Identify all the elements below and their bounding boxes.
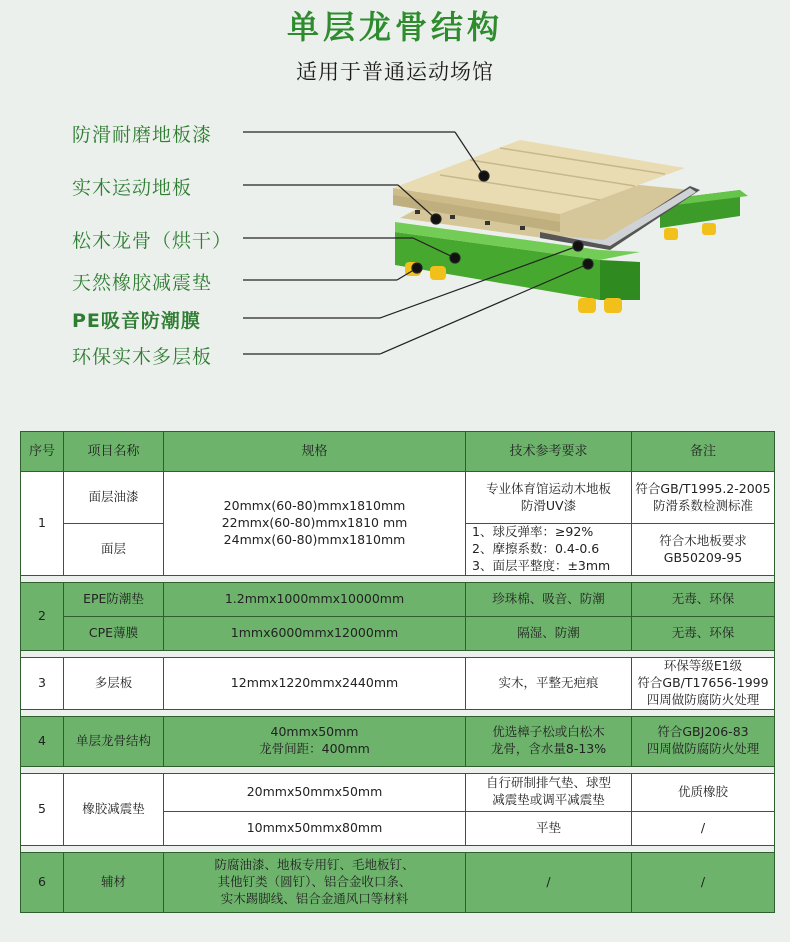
spec-line: 22mmx(60-80)mmx1810 mm — [221, 515, 408, 531]
note-line: 四周做防腐防火处理 — [646, 741, 760, 757]
note-cell: 无毒、环保 — [632, 617, 775, 651]
requirement-line: 龙骨，含水量8-13% — [490, 741, 607, 757]
row-no: 3 — [21, 658, 64, 710]
requirement-line: 2、摩擦系数：0.4-0.6 — [472, 541, 600, 557]
item-name: 面层 — [64, 524, 164, 576]
note-line: 防滑系数检测标准 — [652, 497, 753, 513]
table-row — [21, 617, 775, 651]
note-line: 符合GB/T17656-1999 — [637, 674, 769, 690]
row-no: 5 — [21, 773, 64, 845]
page-title: 单层龙骨结构 — [286, 8, 503, 46]
table-row — [21, 852, 775, 912]
spec-line: 防腐油漆、地板专用钉、毛地板钉、 — [214, 856, 415, 872]
spec-cell — [164, 852, 466, 912]
requirement-cell: 珍珠棉、吸音、防潮 — [466, 583, 632, 617]
col-header-no: 序号 — [21, 432, 64, 472]
requirement-line: 优选樟子松或白松木 — [492, 724, 605, 740]
table-row — [21, 716, 775, 766]
spec-cell — [164, 716, 466, 766]
note-line: GB50209-95 — [663, 549, 743, 565]
note-cell: / — [632, 852, 775, 912]
spec-line: 20mmx(60-80)mmx1810mm — [223, 498, 406, 514]
table-row — [21, 583, 775, 617]
row-no: 4 — [21, 716, 64, 766]
requirement-line: 减震垫或调平减震垫 — [492, 792, 605, 808]
note-line: 环保等级E1级 — [663, 658, 743, 673]
layer-label-solid-wood-floor: 实木运动地板 — [72, 177, 193, 199]
requirement-cell — [466, 472, 632, 524]
spec-line: 龙骨间距：400mm — [259, 741, 370, 757]
item-name: 辅材 — [64, 852, 164, 912]
note-cell — [632, 658, 775, 710]
col-header-note: 备注 — [632, 432, 775, 472]
rubber-pad — [604, 298, 622, 313]
requirement-line: 防滑UV漆 — [520, 497, 577, 513]
note-cell: / — [632, 811, 775, 845]
note-cell — [632, 524, 775, 576]
note-cell: 优质橡胶 — [632, 773, 775, 811]
table-row — [21, 773, 775, 811]
spec-cell: 1.2mmx1000mmx10000mm — [164, 583, 466, 617]
requirement-line: 3、面层平整度：±3mm — [472, 557, 611, 573]
requirement-cell: 隔湿、防潮 — [466, 617, 632, 651]
table-header-row — [21, 432, 775, 472]
spec-line: 24mmx(60-80)mmx1810mm — [223, 531, 406, 547]
requirement-cell: / — [466, 852, 632, 912]
rubber-pad — [578, 298, 596, 313]
item-name: EPE防潮垫 — [64, 583, 164, 617]
requirement-cell — [466, 716, 632, 766]
item-name: CPE薄膜 — [64, 617, 164, 651]
row-no: 2 — [21, 583, 64, 651]
note-cell — [632, 472, 775, 524]
layer-label-rubber-pad: 天然橡胶减震垫 — [72, 272, 213, 294]
note-cell — [632, 716, 775, 766]
table-row — [21, 472, 775, 524]
spec-cell: 10mmx50mmx80mm — [164, 811, 466, 845]
requirement-cell: 平垫 — [466, 811, 632, 845]
col-header-spec: 规格 — [164, 432, 466, 472]
requirement-line: 自行研制排气垫、球型 — [485, 775, 611, 791]
requirement-cell — [466, 773, 632, 811]
layer-label-pine-joist: 松木龙骨（烘干） — [72, 230, 233, 252]
item-name: 橡胶减震垫 — [64, 773, 164, 845]
requirement-cell — [466, 524, 632, 576]
row-no: 1 — [21, 472, 64, 576]
page-subtitle: 适用于普通运动场馆 — [296, 60, 494, 84]
item-name: 单层龙骨结构 — [64, 716, 164, 766]
requirement-line: 专业体育馆运动木地板 — [485, 480, 611, 496]
note-line: 符合木地板要求 — [659, 532, 747, 548]
col-header-item: 项目名称 — [64, 432, 164, 472]
item-name: 面层油漆 — [64, 472, 164, 524]
layer-label-finish-paint: 防滑耐磨地板漆 — [72, 124, 213, 146]
spec-line: 40mmx50mm — [270, 724, 359, 740]
item-name: 多层板 — [64, 658, 164, 710]
requirement-line: 1、球反弹率：≥92% — [472, 524, 594, 540]
spec-cell — [164, 472, 466, 576]
spec-cell: 20mmx50mmx50mm — [164, 773, 466, 811]
rubber-pad — [430, 266, 446, 280]
note-line: 四周做防腐防火处理 — [646, 691, 760, 707]
spec-cell: 1mmx6000mmx12000mm — [164, 617, 466, 651]
spec-cell: 12mmx1220mmx2440mm — [164, 658, 466, 710]
layer-label-plywood: 环保实木多层板 — [72, 346, 213, 368]
row-no: 6 — [21, 852, 64, 912]
note-line: 符合GBJ206-83 — [657, 724, 749, 740]
requirement-cell: 实木，平整无疤痕 — [466, 658, 632, 710]
spec-table — [20, 431, 775, 913]
floor-structure-diagram — [0, 100, 790, 400]
note-line: 符合GB/T1995.2-2005 — [635, 480, 771, 496]
col-header-requirement: 技术参考要求 — [466, 432, 632, 472]
table-row — [21, 658, 775, 710]
layer-label-pe-membrane: PE吸音防潮膜 — [72, 310, 201, 332]
note-cell: 无毒、环保 — [632, 583, 775, 617]
spec-line: 实木踢脚线、铝合金通风口等材料 — [220, 890, 409, 906]
spec-line: 其他钉类（圆钉）、铝合金收口条、 — [217, 873, 412, 889]
